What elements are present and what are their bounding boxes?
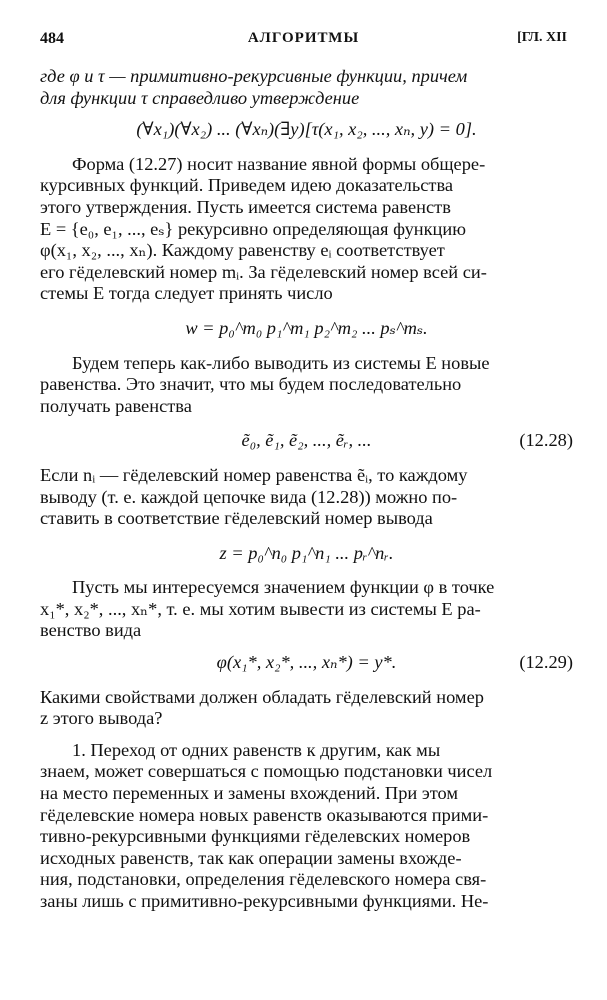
page-number: 484 [40,30,64,47]
text-line: Какими свойствами должен обладать гёделевский номер [40,686,484,707]
text-line: этого утверждения. Пусть имеется система равенств [40,196,451,217]
text-line: ставить в соответствие гёделевский номер вывода [40,508,433,529]
paragraph-1 [40,154,573,305]
intro-line-1: где φ и τ — примитивно-рекурсивные функции, причем [40,66,468,86]
text-line: z этого вывода? [40,708,163,729]
formula-phi [40,652,573,674]
formula-sequence-text: ẽ₀, ẽ₁, ẽ₂, ..., ẽᵣ, ... [241,430,372,451]
intro-line-2: для функции τ справедливо утверждение [40,87,360,108]
paragraph-3 [40,465,573,530]
text-line: тивно-рекурсивными функциями гёделевских номеров [40,826,471,847]
formula-w [40,318,573,340]
text-line: Будем теперь как-либо выводить из системы E новые [72,352,490,373]
running-title: АЛГОРИТМЫ [247,30,360,46]
formula-exists [40,119,573,141]
page-body [40,66,573,913]
text-line: венство вида [40,620,142,641]
text-line: ния, подстановки, определения гёделевского номера свя- [40,869,487,890]
text-line: выводу (т. е. каждой цепочке вида (12.28)) можно по- [40,486,458,507]
paragraph-5 [40,740,573,913]
formula-phi-text: φ(x₁*, x₂*, ..., xₙ*) = y*. [216,652,397,673]
chapter-label: [ГЛ. XII [517,30,567,45]
text-line: исходных равенств, так как операции замены вхожде- [40,847,462,868]
text-line: знаем, может совершаться с помощью подстановки чисел [40,761,493,782]
running-header [40,30,567,52]
text-line: φ(x₁, x₂, ..., xₙ). Каждому равенству eᵢ соответствует [40,240,445,261]
formula-exists-text: (∀x₁)(∀x₂) ... (∀xₙ)(∃y)[τ(x₁, x₂, ..., xₙ, y) = 0]. [136,119,477,140]
paragraph-4 [40,577,573,642]
formula-w-text: w = p₀^m₀ p₁^m₁ p₂^m₂ ... pₛ^mₛ. [185,317,428,338]
text-line: равенства. Это значит, что мы будем последовательно [40,374,462,395]
text-line: E = {e₀, e₁, ..., eₛ} рекурсивно определяющая функцию [40,218,466,239]
text-line: курсивных функций. Приведем идею доказательства [40,175,454,196]
text-line: заны лишь с примитивно-рекурсивными функциями. Не- [40,891,489,911]
question-paragraph [40,687,573,730]
equation-number: (12.28) [519,430,573,451]
text-line: Форма (12.27) носит название явной формы общере- [72,153,486,174]
text-line: Пусть мы интересуемся значением функции φ в точке [72,577,495,598]
text-line: на место переменных и замены вхождений. При этом [40,783,459,804]
text-line: получать равенства [40,395,192,416]
text-line: 1. Переход от одних равенств к другим, как мы [72,739,441,760]
text-line: Если nᵢ — гёделевский номер равенства ẽᵢ, то каждому [40,464,468,485]
formula-z [40,543,573,565]
text-line: стемы E тогда следует принять число [40,283,333,304]
text-line: x₁*, x₂*, ..., xₙ*, т. е. мы хотим вывести из системы E ра- [40,598,481,619]
formula-sequence [40,430,573,452]
formula-z-text: z = p₀^n₀ p₁^n₁ ... pᵣ^nᵣ. [219,542,394,563]
paragraph-2 [40,353,573,418]
text-line: его гёделевский номер mᵢ. За гёделевский номер всей си- [40,261,487,282]
text-line: гёделевские номера новых равенств оказываются прими- [40,804,489,825]
equation-number: (12.29) [519,652,573,673]
